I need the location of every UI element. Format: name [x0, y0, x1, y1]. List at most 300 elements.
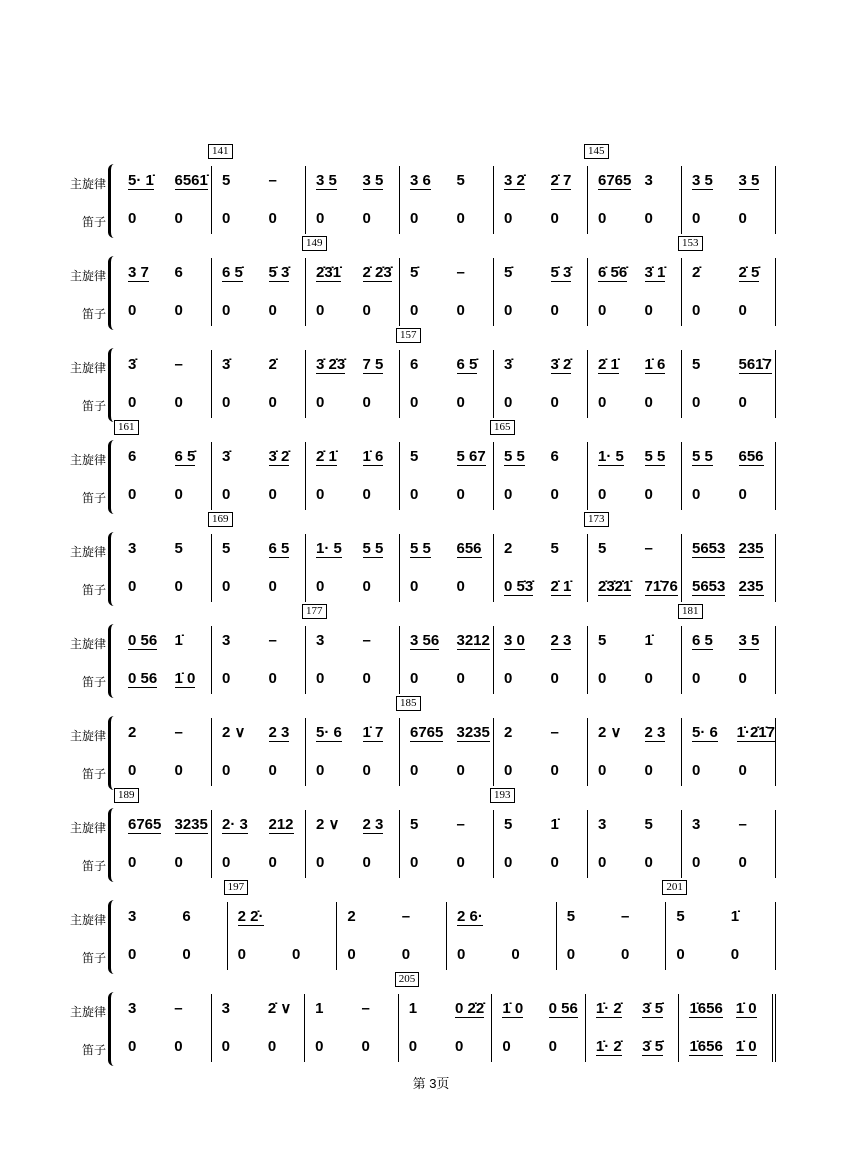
- note-text: 0: [644, 762, 653, 779]
- note-text: 0: [502, 1038, 511, 1055]
- note-beat: [212, 300, 259, 322]
- note-text: 0: [268, 302, 277, 319]
- note-beat: [212, 814, 259, 836]
- note-beat: [666, 944, 720, 966]
- flute-staff: [682, 392, 775, 414]
- measure: [400, 534, 494, 602]
- note-text: 5653: [692, 578, 726, 595]
- note-beat: [729, 354, 776, 376]
- measure: [212, 810, 306, 878]
- flute-staff: [212, 576, 305, 598]
- flute-staff: [588, 392, 681, 414]
- note-text: 2 3: [550, 632, 572, 649]
- note-text: 3: [128, 540, 137, 557]
- flute-staff: [400, 392, 493, 414]
- note-beat: [306, 484, 353, 506]
- measure: [305, 994, 399, 1062]
- note-text: 0: [222, 578, 231, 595]
- note-beat: [447, 208, 494, 230]
- melody-staff: [212, 262, 305, 284]
- flute-staff: [588, 668, 681, 690]
- note-text: 0: [504, 210, 513, 227]
- note-beat: [165, 354, 212, 376]
- note-beat: [494, 538, 541, 560]
- note-text: 0: [456, 670, 465, 687]
- note-beat: [353, 170, 400, 192]
- note-text: 1̇: [174, 632, 183, 649]
- flute-staff: [118, 1036, 211, 1058]
- note-beat: [351, 1036, 397, 1058]
- bar-number: 153: [678, 236, 703, 251]
- measure: [682, 605, 776, 694]
- note-beat: [118, 814, 165, 836]
- note-text: 0: [316, 762, 325, 779]
- note-beat: [118, 208, 165, 230]
- note-text: 5: [692, 356, 701, 373]
- note-beat: [118, 906, 172, 928]
- note-beat: [729, 538, 776, 560]
- note-text: 0: [268, 670, 277, 687]
- melody-staff: [679, 998, 772, 1020]
- note-beat: [353, 208, 400, 230]
- note-text: 0: [621, 946, 630, 963]
- flute-staff: [306, 484, 399, 506]
- note-beat: [353, 262, 400, 284]
- note-text: 5̇: [504, 264, 513, 281]
- note-beat: [541, 446, 588, 468]
- note-beat: [447, 814, 494, 836]
- note-text: –: [268, 172, 277, 189]
- note-text: 3̇: [504, 356, 513, 373]
- flute-label: 笛子: [81, 675, 106, 689]
- note-beat: [118, 722, 165, 744]
- measure: [306, 350, 400, 418]
- note-beat: [212, 722, 259, 744]
- note-beat: [726, 998, 772, 1020]
- note-beat: [165, 262, 212, 284]
- melody-staff: [306, 538, 399, 560]
- note-text: 0: [598, 854, 607, 871]
- melody-staff: [118, 170, 211, 192]
- note-text: 0: [738, 210, 747, 227]
- note-text: 0 5̇3̇: [504, 578, 534, 595]
- melody-staff: [212, 446, 305, 468]
- note-text: 0: [401, 946, 411, 963]
- measures: [118, 605, 776, 712]
- note-beat: [259, 392, 306, 414]
- measure: [588, 513, 682, 602]
- note-beat: [306, 576, 353, 598]
- measure: [494, 166, 588, 234]
- note-beat: [539, 998, 585, 1020]
- flute-staff: [212, 760, 305, 782]
- note-text: 1̇656: [689, 1038, 723, 1055]
- flute-staff: [118, 760, 211, 782]
- note-text: 0: [456, 854, 465, 871]
- melody-staff: [682, 538, 775, 560]
- note-text: 5 67: [456, 448, 486, 465]
- note-text: –: [401, 908, 411, 925]
- note-beat: [228, 944, 282, 966]
- note-beat: [501, 906, 555, 928]
- note-beat: [501, 944, 555, 966]
- note-beat: [447, 392, 494, 414]
- measure: [588, 626, 682, 694]
- note-text: 0: [408, 1038, 418, 1055]
- note-beat: [212, 446, 259, 468]
- note-beat: [164, 1036, 210, 1058]
- note-text: 2 ∨: [598, 724, 622, 741]
- note-text: 0: [128, 394, 137, 411]
- note-beat: [353, 484, 400, 506]
- measure: [588, 810, 682, 878]
- note-text: 3 6: [410, 172, 431, 189]
- note-text: 5: [410, 816, 419, 833]
- note-beat: [588, 668, 635, 690]
- note-beat: [729, 852, 776, 874]
- melody-staff: [212, 814, 305, 836]
- measure: [494, 350, 588, 418]
- note-beat: [721, 906, 775, 928]
- note-beat: [447, 538, 494, 560]
- note-text: 3̇ 2̇: [268, 448, 290, 465]
- note-text: 0: [128, 302, 137, 319]
- flute-label: 笛子: [81, 951, 106, 965]
- note-text: 0: [222, 486, 231, 503]
- measure: [306, 166, 400, 234]
- note-text: 5 5: [644, 448, 666, 465]
- note-text: 6 5̇: [456, 356, 478, 373]
- measure: [682, 810, 776, 878]
- note-beat: [588, 630, 635, 652]
- note-beat: [494, 814, 541, 836]
- measure: [557, 902, 667, 970]
- note-beat: [259, 300, 306, 322]
- note-beat: [635, 484, 682, 506]
- note-beat: [541, 262, 588, 284]
- note-beat: [679, 1036, 725, 1058]
- note-beat: [165, 484, 212, 506]
- note-text: 3 5: [316, 172, 337, 189]
- note-text: 0: [598, 394, 607, 411]
- note-beat: [727, 722, 775, 744]
- note-text: 0: [362, 670, 371, 687]
- flute-staff: [400, 760, 493, 782]
- note-text: 0: [550, 486, 559, 503]
- note-text: 0 56: [128, 670, 158, 687]
- note-text: –: [621, 908, 630, 925]
- note-beat: [212, 760, 259, 782]
- note-beat: [635, 208, 682, 230]
- note-beat: [118, 760, 165, 782]
- note-beat: [400, 484, 447, 506]
- melody-staff: [494, 538, 587, 560]
- note-text: 5: [566, 908, 576, 925]
- note-text: 2̇3̇2̇1̇: [598, 578, 632, 595]
- note-text: 3235: [456, 724, 490, 741]
- note-beat: [306, 446, 353, 468]
- melody-staff: [588, 538, 681, 560]
- melody-staff: [494, 814, 587, 836]
- melody-staff: [306, 722, 399, 744]
- note-text: 0: [316, 394, 325, 411]
- flute-staff: [588, 300, 681, 322]
- note-text: 3̇ 5̇: [642, 1038, 664, 1055]
- note-beat: [541, 170, 588, 192]
- note-text: 5: [598, 540, 607, 557]
- measure: [306, 810, 400, 878]
- melody-staff: [682, 814, 775, 836]
- note-text: 0: [457, 946, 466, 963]
- note-beat: [447, 760, 494, 782]
- note-text: 3 0: [504, 632, 525, 649]
- note-beat: [541, 668, 588, 690]
- note-text: 5 5: [692, 448, 713, 465]
- note-text: 2̇ 2̇3̇: [362, 264, 392, 281]
- note-beat: [445, 998, 491, 1020]
- note-beat: [400, 668, 447, 690]
- melody-staff: [118, 722, 211, 744]
- note-text: 0: [738, 854, 747, 871]
- note-text: 0: [550, 302, 559, 319]
- measure: [400, 166, 494, 234]
- note-beat: [259, 576, 306, 598]
- melody-staff: [494, 262, 587, 284]
- note-beat: [259, 484, 306, 506]
- note-beat: [494, 576, 541, 598]
- measure: [212, 718, 306, 786]
- note-beat: [729, 630, 776, 652]
- note-beat: [447, 484, 494, 506]
- note-text: 3̇: [222, 356, 231, 373]
- flute-staff: [588, 852, 681, 874]
- note-text: 0: [268, 486, 277, 503]
- flute-staff: [212, 1036, 305, 1058]
- measure: [586, 994, 680, 1062]
- flute-staff: [306, 392, 399, 414]
- flute-staff: [588, 576, 681, 598]
- note-text: 6765: [128, 816, 162, 833]
- note-beat: [635, 760, 682, 782]
- note-text: 0: [222, 762, 231, 779]
- note-beat: [165, 630, 212, 652]
- note-text: 0: [128, 854, 137, 871]
- melody-staff: [118, 630, 211, 652]
- note-beat: [729, 484, 776, 506]
- note-beat: [306, 170, 353, 192]
- note-beat: [611, 944, 665, 966]
- melody-staff: [212, 354, 305, 376]
- melody-staff: [400, 538, 493, 560]
- note-beat: [635, 630, 682, 652]
- measure: [212, 145, 306, 234]
- note-beat: [164, 998, 210, 1020]
- note-beat: [400, 852, 447, 874]
- brace: [108, 256, 117, 330]
- note-beat: [586, 998, 632, 1020]
- flute-staff: [400, 852, 493, 874]
- note-beat: [118, 944, 172, 966]
- note-text: 0: [268, 762, 277, 779]
- note-text: 3̇ 1̇: [644, 264, 666, 281]
- note-beat: [353, 576, 400, 598]
- measures: [118, 881, 776, 988]
- note-beat: [306, 630, 353, 652]
- melody-label: 主旋律: [69, 177, 106, 191]
- note-beat: [588, 814, 635, 836]
- flute-staff: [682, 208, 775, 230]
- note-text: 0: [738, 302, 747, 319]
- note-text: 235: [738, 578, 764, 595]
- note-beat: [682, 760, 729, 782]
- note-text: 0: [550, 394, 559, 411]
- measures: [118, 973, 776, 1080]
- measure: [682, 718, 776, 786]
- note-beat: [306, 208, 353, 230]
- flute-staff: [399, 1036, 492, 1058]
- note-text: 0: [174, 210, 183, 227]
- note-text: 2 ∨: [316, 816, 340, 833]
- note-beat: [682, 208, 729, 230]
- flute-staff: [586, 1036, 679, 1058]
- note-beat: [729, 170, 776, 192]
- flute-staff: [228, 944, 337, 966]
- note-beat: [306, 852, 353, 874]
- note-text: 0: [174, 854, 183, 871]
- note-beat: [212, 262, 259, 284]
- note-text: –: [362, 632, 371, 649]
- note-beat: [635, 814, 682, 836]
- note-beat: [447, 906, 501, 928]
- note-text: 1̇ 0: [502, 1000, 524, 1017]
- note-text: 0: [174, 486, 183, 503]
- brace: [108, 624, 117, 698]
- note-text: 3 5: [362, 172, 384, 189]
- melody-label: 主旋律: [69, 729, 106, 743]
- note-beat: [353, 852, 400, 874]
- note-beat: [400, 208, 447, 230]
- bar-number: 149: [302, 236, 327, 251]
- note-beat: [259, 814, 306, 836]
- note-text: 0: [410, 394, 419, 411]
- note-text: 0: [455, 1038, 464, 1055]
- bar-number: 165: [490, 420, 515, 435]
- flute-staff: [118, 944, 227, 966]
- measure: [306, 534, 400, 602]
- note-beat: [351, 998, 397, 1020]
- note-text: 0: [550, 210, 559, 227]
- note-beat: [447, 668, 494, 690]
- melody-staff: [682, 630, 775, 652]
- note-text: 5 5: [410, 540, 431, 557]
- note-text: 6765: [410, 724, 444, 741]
- flute-staff: [118, 300, 211, 322]
- flute-staff: [212, 392, 305, 414]
- note-beat: [492, 998, 538, 1020]
- note-text: 5· 1̇: [128, 172, 154, 189]
- note-beat: [259, 170, 306, 192]
- flute-staff: [682, 484, 775, 506]
- note-beat: [635, 668, 682, 690]
- note-text: 5 5: [504, 448, 525, 465]
- note-beat: [729, 814, 776, 836]
- note-beat: [447, 170, 494, 192]
- note-beat: [306, 760, 353, 782]
- melody-staff: [494, 630, 587, 652]
- measure: [212, 258, 306, 326]
- note-text: 6 5: [692, 632, 713, 649]
- melody-staff: [212, 998, 305, 1020]
- note-beat: [494, 208, 541, 230]
- note-text: 0: [362, 578, 371, 595]
- note-beat: [165, 170, 212, 192]
- melody-label: 主旋律: [69, 269, 106, 283]
- note-text: 71̇76: [644, 578, 678, 595]
- note-text: 6: [182, 908, 191, 925]
- note-beat: [447, 576, 494, 598]
- note-beat: [729, 760, 776, 782]
- note-beat: [212, 538, 259, 560]
- note-text: –: [268, 632, 277, 649]
- note-text: 0: [644, 302, 653, 319]
- note-text: 3212: [456, 632, 490, 649]
- melody-staff: [494, 354, 587, 376]
- note-text: 0: [550, 854, 559, 871]
- note-beat: [118, 170, 165, 192]
- note-text: 0: [268, 210, 277, 227]
- note-beat: [557, 906, 611, 928]
- note-beat: [165, 208, 212, 230]
- note-beat: [494, 852, 541, 874]
- note-text: 1̇: [730, 908, 740, 925]
- note-text: 3 5: [692, 172, 713, 189]
- note-beat: [212, 998, 258, 1020]
- note-text: 0: [738, 762, 747, 779]
- note-text: –: [361, 1000, 370, 1017]
- note-text: 0 56: [548, 1000, 578, 1017]
- note-text: 0: [598, 670, 607, 687]
- measure: [118, 258, 212, 326]
- measure: [494, 421, 588, 510]
- note-beat: [400, 262, 447, 284]
- note-text: 0: [362, 486, 371, 503]
- bar-number: 145: [584, 144, 609, 159]
- note-text: 0: [598, 486, 607, 503]
- note-text: 0: [316, 578, 325, 595]
- note-beat: [165, 300, 212, 322]
- note-text: 0: [347, 946, 356, 963]
- note-text: 3: [316, 632, 325, 649]
- note-beat: [400, 354, 447, 376]
- note-beat: [306, 392, 353, 414]
- brace: [108, 992, 117, 1066]
- flute-staff: [494, 484, 587, 506]
- note-text: 5: [598, 632, 607, 649]
- bar-number: 185: [396, 696, 421, 711]
- note-text: 0: [222, 210, 231, 227]
- note-text: 0: [644, 486, 653, 503]
- note-beat: [400, 630, 447, 652]
- melody-staff: [588, 262, 681, 284]
- flute-staff: [306, 300, 399, 322]
- note-beat: [635, 354, 682, 376]
- note-beat: [541, 576, 588, 598]
- note-text: 3: [128, 908, 137, 925]
- note-text: 0: [128, 578, 137, 595]
- note-text: 0: [738, 670, 747, 687]
- flute-staff: [400, 300, 493, 322]
- note-beat: [353, 722, 400, 744]
